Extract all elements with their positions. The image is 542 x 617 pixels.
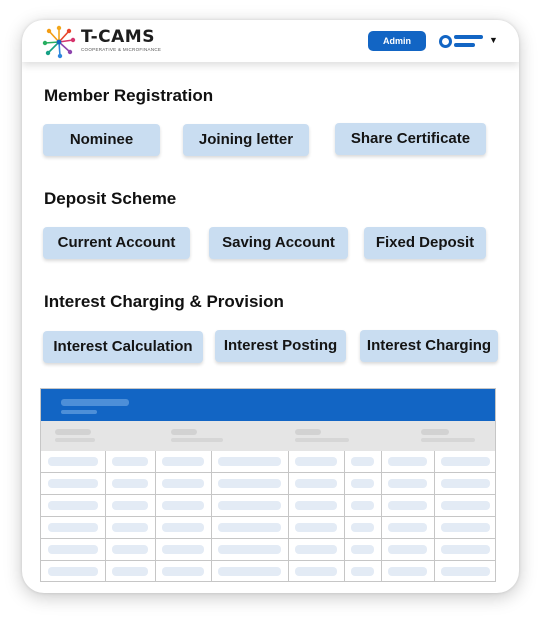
- blurred-table-cell: [48, 501, 98, 510]
- share-certificate-button[interactable]: Share Certificate: [335, 123, 486, 155]
- app-card: [22, 20, 519, 593]
- avatar-circle-icon: [439, 35, 452, 48]
- table-column-headers: [41, 421, 496, 451]
- user-menu-icon[interactable]: [439, 32, 499, 52]
- blurred-table-cell: [295, 501, 337, 510]
- blurred-table-cell: [162, 523, 204, 532]
- blurred-table-cell: [295, 567, 337, 576]
- blurred-table-cell: [162, 479, 204, 488]
- interest-posting-button[interactable]: Interest Posting: [215, 330, 346, 362]
- blurred-table-cell: [441, 501, 490, 510]
- blurred-table-cell: [112, 523, 148, 532]
- blurred-table-cell: [162, 457, 204, 466]
- interest-calculation-button[interactable]: Interest Calculation: [43, 331, 203, 363]
- blurred-table-cell: [295, 457, 337, 466]
- row-divider: [41, 538, 496, 539]
- saving-account-button[interactable]: Saving Account: [209, 227, 348, 259]
- blurred-table-cell: [48, 545, 98, 554]
- blurred-table-cell: [351, 479, 374, 488]
- blurred-column-header: [55, 438, 95, 442]
- blurred-table-cell: [295, 523, 337, 532]
- blurred-table-cell: [112, 545, 148, 554]
- row-divider: [41, 560, 496, 561]
- blurred-table-cell: [162, 567, 204, 576]
- blurred-table-cell: [218, 457, 281, 466]
- brand-tagline: COOPERATIVE & MICROFINANCE: [81, 47, 162, 52]
- interest-charging-button[interactable]: Interest Charging: [360, 330, 498, 362]
- blurred-table-cell: [441, 545, 490, 554]
- blurred-table-cell: [441, 457, 490, 466]
- blurred-table-cell: [162, 545, 204, 554]
- blurred-table-cell: [48, 523, 98, 532]
- blurred-table-cell: [351, 545, 374, 554]
- blurred-table-cell: [218, 567, 281, 576]
- blurred-column-header: [295, 438, 349, 442]
- table-body: [41, 451, 496, 582]
- blurred-table-cell: [388, 479, 427, 488]
- blurred-table-cell: [112, 567, 148, 576]
- blurred-table-cell: [441, 523, 490, 532]
- blurred-table-cell: [388, 567, 427, 576]
- blurred-table-cell: [295, 479, 337, 488]
- blurred-table-cell: [351, 567, 374, 576]
- blurred-table-cell: [295, 545, 337, 554]
- table-header-bar: [41, 389, 496, 421]
- blurred-table-cell: [388, 501, 427, 510]
- top-bar: [22, 20, 519, 62]
- blurred-table-cell: [112, 457, 148, 466]
- blurred-table-cell: [441, 479, 490, 488]
- menu-bar-icon: [454, 43, 475, 47]
- blurred-table-cell: [218, 479, 281, 488]
- blurred-table-cell: [351, 523, 374, 532]
- menu-bar-icon: [454, 35, 483, 39]
- section-title-member-registration: Member Registration: [44, 86, 214, 105]
- brand-name: T-CAMS: [81, 27, 155, 47]
- blurred-table-cell: [388, 545, 427, 554]
- joining-letter-button[interactable]: Joining letter: [183, 124, 309, 156]
- blurred-table-cell: [112, 501, 148, 510]
- starburst-logo-icon: [42, 25, 76, 59]
- fixed-deposit-button[interactable]: Fixed Deposit: [364, 227, 486, 259]
- blurred-column-header: [421, 438, 475, 442]
- current-account-button[interactable]: Current Account: [43, 227, 190, 259]
- blurred-table-cell: [351, 501, 374, 510]
- row-divider: [41, 516, 496, 517]
- blurred-table-cell: [218, 523, 281, 532]
- blurred-table-cell: [112, 479, 148, 488]
- blurred-table-cell: [388, 523, 427, 532]
- blurred-table-cell: [162, 501, 204, 510]
- blurred-table-cell: [48, 567, 98, 576]
- data-table: [40, 388, 496, 582]
- section-title-interest-charging-provision: Interest Charging & Provision: [44, 292, 284, 311]
- row-divider: [41, 472, 496, 473]
- blurred-column-header: [55, 429, 91, 435]
- blurred-table-cell: [441, 567, 490, 576]
- blurred-table-cell: [48, 479, 98, 488]
- blurred-column-header: [171, 429, 197, 435]
- nominee-button[interactable]: Nominee: [43, 124, 160, 156]
- blurred-title: [61, 399, 129, 406]
- admin-button[interactable]: Admin: [368, 31, 426, 51]
- blurred-table-cell: [48, 457, 98, 466]
- blurred-table-cell: [218, 545, 281, 554]
- blurred-column-header: [171, 438, 223, 442]
- section-title-deposit-scheme: Deposit Scheme: [44, 189, 177, 208]
- blurred-column-header: [421, 429, 449, 435]
- blurred-table-cell: [388, 457, 427, 466]
- row-divider: [41, 494, 496, 495]
- blurred-column-header: [295, 429, 321, 435]
- blurred-table-cell: [218, 501, 281, 510]
- blurred-subtitle: [61, 410, 97, 414]
- blurred-table-cell: [351, 457, 374, 466]
- chevron-down-icon: ▼: [489, 35, 498, 45]
